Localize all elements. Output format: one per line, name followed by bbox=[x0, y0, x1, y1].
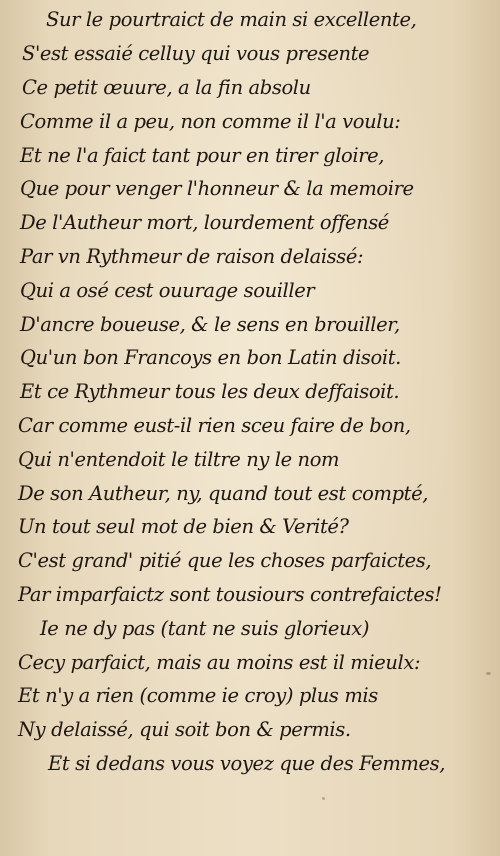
verse-line: Ie ne dy pas (tant ne suis glorieux) bbox=[40, 617, 370, 640]
verse-line: Par imparfaictz sont tousiours contrefaictes! bbox=[18, 583, 442, 606]
verse-line: De l'Autheur mort, lourdement offensé bbox=[20, 211, 389, 234]
paper-speck bbox=[322, 797, 325, 800]
verse-line: Que pour venger l'honneur & la memoire bbox=[20, 177, 414, 200]
verse-line: Et n'y a rien (comme ie croy) plus mis bbox=[18, 684, 378, 707]
paper-speck bbox=[486, 672, 491, 675]
verse-line: Comme il a peu, non comme il l'a voulu: bbox=[20, 110, 401, 133]
verse-line: S'est essaié celluy qui vous presente bbox=[22, 42, 370, 65]
verse-line: D'ancre boueuse, & le sens en brouiller, bbox=[20, 313, 400, 336]
verse-line: Ny delaissé, qui soit bon & permis. bbox=[18, 718, 351, 741]
verse-line: Un tout seul mot de bien & Verité? bbox=[18, 515, 349, 538]
verse-line: Sur le pourtraict de main si excellente, bbox=[46, 8, 417, 31]
verse-line: Car comme eust-il rien sceu faire de bon, bbox=[18, 414, 411, 437]
verse-line: Qui a osé cest ouurage souiller bbox=[20, 279, 315, 302]
verse-line: Et si dedans vous voyez que des Femmes, bbox=[48, 752, 446, 775]
verse-line: Et ce Rythmeur tous les deux deffaisoit. bbox=[20, 380, 400, 403]
verse-line: Cecy parfaict, mais au moins est il mieulx: bbox=[18, 651, 421, 674]
verse-line: C'est grand' pitié que les choses parfaictes, bbox=[18, 549, 432, 572]
verse-line: Qu'un bon Francoys en bon Latin disoit. bbox=[20, 346, 401, 369]
verse-line: De son Autheur, ny, quand tout est compté, bbox=[18, 482, 429, 505]
verse-line: Par vn Rythmeur de raison delaissé: bbox=[20, 245, 364, 268]
verse-line: Qui n'entendoit le tiltre ny le nom bbox=[18, 448, 340, 471]
verse-line: Et ne l'a faict tant pour en tirer gloire, bbox=[20, 144, 385, 167]
verse-line: Ce petit œuure, a la fin absolu bbox=[22, 76, 311, 99]
